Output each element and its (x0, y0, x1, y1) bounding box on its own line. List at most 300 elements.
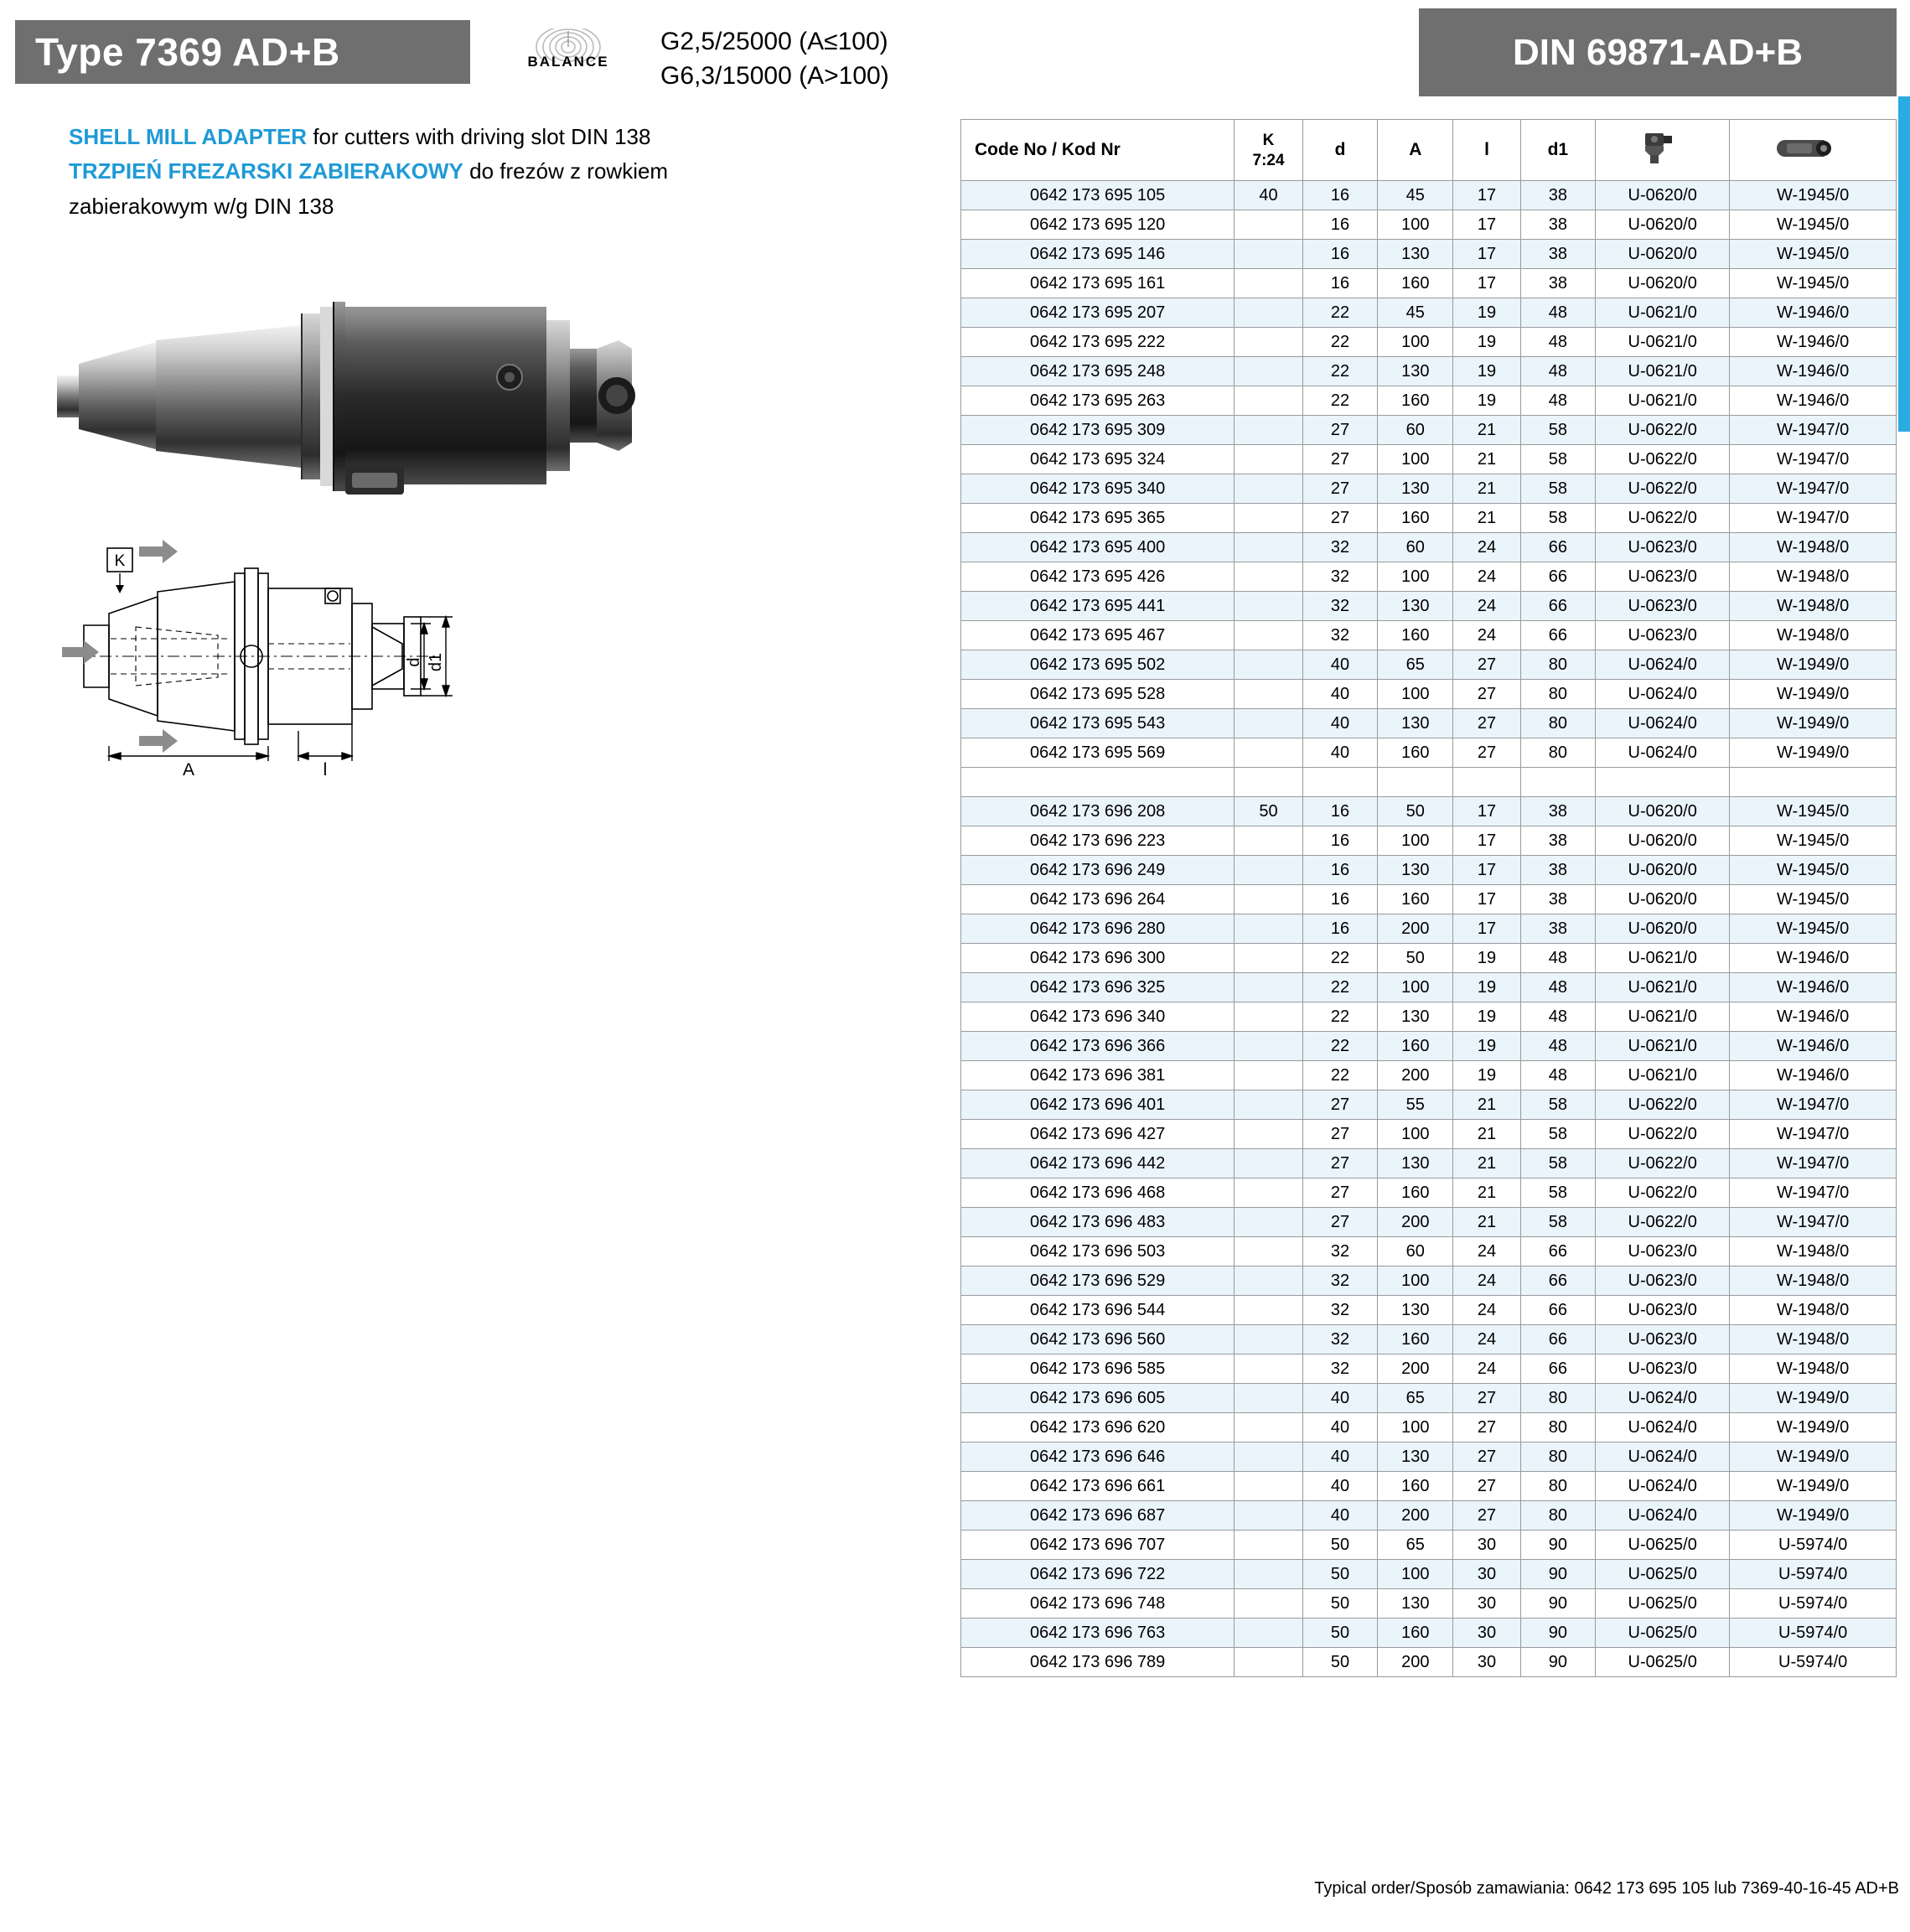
table-row[interactable] (961, 1208, 1897, 1237)
cell-a: 200 (1378, 1208, 1453, 1237)
cell-code: 0642 173 696 661 (961, 1472, 1235, 1501)
column-header-wrench-icon (1730, 120, 1897, 181)
cell-l: 21 (1453, 1120, 1520, 1149)
cell-k (1235, 269, 1303, 298)
cell-clamp-screw: U-0622/0 (1596, 445, 1730, 474)
cell-code: 0642 173 695 324 (961, 445, 1235, 474)
cell-d: 16 (1302, 797, 1377, 826)
cell-code: 0642 173 695 400 (961, 533, 1235, 562)
description-line-en (69, 122, 907, 153)
cell-d1: 58 (1520, 1149, 1595, 1178)
cell-d: 27 (1302, 1208, 1377, 1237)
cell-a: 130 (1378, 357, 1453, 386)
table-row[interactable] (961, 328, 1897, 357)
cell-d: 16 (1302, 181, 1377, 210)
cell-clamp-screw: U-0623/0 (1596, 1354, 1730, 1384)
order-note: Typical order/Sposób zamawiania: 0642 173 695 105 lub 7369-40-16-45 AD+B (1314, 1879, 1899, 1898)
cell-code: 0642 173 696 325 (961, 973, 1235, 1002)
column-header-d: d (1302, 120, 1377, 181)
cell-k (1235, 1472, 1303, 1501)
cell-k (1235, 650, 1303, 680)
cell-d: 40 (1302, 1501, 1377, 1531)
cell-k (1235, 210, 1303, 240)
table-row[interactable] (961, 562, 1897, 592)
cell-d1: 38 (1520, 240, 1595, 269)
description-text-en: for cutters with driving slot DIN 138 (313, 124, 651, 149)
cell-d: 32 (1302, 621, 1377, 650)
cell-wrench: W-1946/0 (1730, 1032, 1897, 1061)
cell-d: 40 (1302, 738, 1377, 768)
cell-k: 50 (1235, 797, 1303, 826)
table-row[interactable] (961, 1061, 1897, 1090)
cell-d: 16 (1302, 914, 1377, 944)
cell-a: 160 (1378, 621, 1453, 650)
cell-a: 160 (1378, 386, 1453, 416)
cell-a: 160 (1378, 504, 1453, 533)
table-row[interactable] (961, 1266, 1897, 1296)
cell-code: 0642 173 696 707 (961, 1531, 1235, 1560)
table-row[interactable] (961, 885, 1897, 914)
cell-code: 0642 173 696 264 (961, 885, 1235, 914)
cell-clamp-screw: U-0620/0 (1596, 269, 1730, 298)
cell-k (1235, 298, 1303, 328)
cell-k (1235, 1354, 1303, 1384)
cell-clamp-screw: U-0620/0 (1596, 181, 1730, 210)
cell-l: 24 (1453, 592, 1520, 621)
cell-clamp-screw: U-0622/0 (1596, 1178, 1730, 1208)
cell-l: 17 (1453, 914, 1520, 944)
cell-a: 130 (1378, 240, 1453, 269)
cell-code: 0642 173 695 441 (961, 592, 1235, 621)
table-row[interactable] (961, 357, 1897, 386)
cell-a: 200 (1378, 1648, 1453, 1677)
cell-k (1235, 1296, 1303, 1325)
cell-d: 27 (1302, 1090, 1377, 1120)
table-row[interactable] (961, 1384, 1897, 1413)
cell-wrench: W-1949/0 (1730, 650, 1897, 680)
table-row[interactable] (961, 1325, 1897, 1354)
page-edge-tab (1898, 96, 1910, 432)
cell-code: 0642 173 696 789 (961, 1648, 1235, 1677)
cell-k (1235, 738, 1303, 768)
cell-d1: 66 (1520, 1266, 1595, 1296)
cell-d: 40 (1302, 1443, 1377, 1472)
cell-l: 27 (1453, 650, 1520, 680)
cell-d1: 66 (1520, 1237, 1595, 1266)
cell-d: 27 (1302, 416, 1377, 445)
cell-clamp-screw: U-0620/0 (1596, 914, 1730, 944)
cell-clamp-screw: U-0623/0 (1596, 1325, 1730, 1354)
cell-wrench: W-1948/0 (1730, 592, 1897, 621)
cell-a: 130 (1378, 856, 1453, 885)
cell-code: 0642 173 696 223 (961, 826, 1235, 856)
drawing-label-k: K (114, 552, 126, 570)
cell-code: 0642 173 696 208 (961, 797, 1235, 826)
cell-code: 0642 173 695 340 (961, 474, 1235, 504)
cell-k (1235, 1178, 1303, 1208)
cell-d: 22 (1302, 1032, 1377, 1061)
cell-code: 0642 173 695 222 (961, 328, 1235, 357)
screw-icon (1633, 128, 1692, 167)
table-row[interactable] (961, 1120, 1897, 1149)
cell-wrench: W-1947/0 (1730, 445, 1897, 474)
cell-k (1235, 1325, 1303, 1354)
table-row[interactable] (961, 269, 1897, 298)
table-row[interactable] (961, 474, 1897, 504)
cell-wrench: W-1948/0 (1730, 1325, 1897, 1354)
description-text-pl: do frezów z rowkiem (469, 158, 669, 184)
cell-wrench: W-1947/0 (1730, 474, 1897, 504)
cell-d: 27 (1302, 1120, 1377, 1149)
table-row[interactable] (961, 1296, 1897, 1325)
balance-spec-line-2: G6,3/15000 (A>100) (660, 61, 889, 90)
cell-wrench: W-1949/0 (1730, 680, 1897, 709)
table-row[interactable] (961, 592, 1897, 621)
cell-d1: 48 (1520, 357, 1595, 386)
cell-d1: 90 (1520, 1560, 1595, 1589)
cell-d1: 66 (1520, 1354, 1595, 1384)
cell-l: 30 (1453, 1589, 1520, 1619)
table-row[interactable] (961, 1619, 1897, 1648)
table-row[interactable] (961, 1237, 1897, 1266)
cell-l: 24 (1453, 1354, 1520, 1384)
column-header-l: l (1453, 120, 1520, 181)
cell-code: 0642 173 695 146 (961, 240, 1235, 269)
cell-d: 22 (1302, 386, 1377, 416)
cell-l: 30 (1453, 1619, 1520, 1648)
cell-d1: 90 (1520, 1531, 1595, 1560)
cell-code: 0642 173 696 620 (961, 1413, 1235, 1443)
table-row[interactable] (961, 973, 1897, 1002)
table-row[interactable] (961, 856, 1897, 885)
cell-d1: 38 (1520, 826, 1595, 856)
table-row[interactable] (961, 386, 1897, 416)
cell-code: 0642 173 696 646 (961, 1443, 1235, 1472)
cell-k (1235, 680, 1303, 709)
wrench-icon (1777, 128, 1849, 167)
description-title-pl: TRZPIEŃ FREZARSKI ZABIERAKOWY (69, 158, 463, 184)
cell-wrench: W-1946/0 (1730, 1061, 1897, 1090)
cell-k (1235, 914, 1303, 944)
cell-code: 0642 173 695 502 (961, 650, 1235, 680)
cell-wrench: W-1945/0 (1730, 210, 1897, 240)
table-row[interactable] (961, 1589, 1897, 1619)
cell-clamp-screw: U-0625/0 (1596, 1589, 1730, 1619)
cell-k (1235, 1208, 1303, 1237)
table-cell-empty (1453, 768, 1520, 797)
cell-clamp-screw: U-0621/0 (1596, 298, 1730, 328)
cell-l: 17 (1453, 269, 1520, 298)
table-row[interactable] (961, 210, 1897, 240)
cell-wrench: W-1949/0 (1730, 1384, 1897, 1413)
cell-d: 22 (1302, 1061, 1377, 1090)
cell-clamp-screw: U-0622/0 (1596, 504, 1730, 533)
cell-clamp-screw: U-0625/0 (1596, 1648, 1730, 1677)
table-row[interactable] (961, 416, 1897, 445)
cell-a: 50 (1378, 797, 1453, 826)
cell-d: 40 (1302, 650, 1377, 680)
table-row[interactable] (961, 1178, 1897, 1208)
cell-l: 21 (1453, 474, 1520, 504)
cell-code: 0642 173 696 468 (961, 1178, 1235, 1208)
cell-a: 160 (1378, 269, 1453, 298)
table-row[interactable] (961, 240, 1897, 269)
column-header-A: A (1378, 120, 1453, 181)
cell-a: 100 (1378, 826, 1453, 856)
cell-l: 24 (1453, 533, 1520, 562)
cell-d1: 66 (1520, 562, 1595, 592)
page-header (15, 8, 1897, 96)
table-row[interactable] (961, 914, 1897, 944)
cell-wrench: W-1948/0 (1730, 562, 1897, 592)
cell-a: 100 (1378, 680, 1453, 709)
cell-d: 22 (1302, 944, 1377, 973)
cell-d: 16 (1302, 856, 1377, 885)
cell-d1: 80 (1520, 738, 1595, 768)
cell-wrench: U-5974/0 (1730, 1619, 1897, 1648)
cell-a: 100 (1378, 973, 1453, 1002)
table-row[interactable] (961, 1648, 1897, 1677)
cell-k (1235, 856, 1303, 885)
table-row[interactable] (961, 797, 1897, 826)
cell-clamp-screw: U-0625/0 (1596, 1619, 1730, 1648)
cell-clamp-screw: U-0623/0 (1596, 1237, 1730, 1266)
cell-wrench: W-1947/0 (1730, 1120, 1897, 1149)
cell-wrench: W-1947/0 (1730, 504, 1897, 533)
cell-d: 32 (1302, 592, 1377, 621)
table-row[interactable] (961, 1354, 1897, 1384)
cell-d1: 90 (1520, 1619, 1595, 1648)
cell-d1: 66 (1520, 592, 1595, 621)
cell-l: 17 (1453, 210, 1520, 240)
table-cell-empty (1302, 768, 1377, 797)
cell-code: 0642 173 695 309 (961, 416, 1235, 445)
cell-wrench: W-1948/0 (1730, 1266, 1897, 1296)
table-spacer-row (961, 768, 1897, 797)
cell-code: 0642 173 695 207 (961, 298, 1235, 328)
table-row[interactable] (961, 826, 1897, 856)
cell-d1: 58 (1520, 1178, 1595, 1208)
table-row[interactable] (961, 709, 1897, 738)
cell-k (1235, 1149, 1303, 1178)
product-photo (50, 277, 637, 520)
cell-wrench: U-5974/0 (1730, 1531, 1897, 1560)
cell-code: 0642 173 696 442 (961, 1149, 1235, 1178)
specification-table (960, 119, 1897, 1677)
table-row[interactable] (961, 1149, 1897, 1178)
cell-d: 50 (1302, 1531, 1377, 1560)
table-row[interactable] (961, 181, 1897, 210)
cell-code: 0642 173 696 748 (961, 1589, 1235, 1619)
cell-a: 100 (1378, 1560, 1453, 1589)
cell-clamp-screw: U-0621/0 (1596, 328, 1730, 357)
table-row[interactable] (961, 621, 1897, 650)
table-row[interactable] (961, 1560, 1897, 1589)
cell-d1: 80 (1520, 650, 1595, 680)
cell-clamp-screw: U-0621/0 (1596, 944, 1730, 973)
cell-code: 0642 173 696 605 (961, 1384, 1235, 1413)
cell-a: 160 (1378, 1178, 1453, 1208)
cell-l: 17 (1453, 885, 1520, 914)
table-row[interactable] (961, 1472, 1897, 1501)
cell-k (1235, 1413, 1303, 1443)
cell-clamp-screw: U-0624/0 (1596, 738, 1730, 768)
table-cell-empty (1378, 768, 1453, 797)
cell-wrench: W-1945/0 (1730, 826, 1897, 856)
table-row[interactable] (961, 504, 1897, 533)
cell-d: 40 (1302, 709, 1377, 738)
cell-d1: 38 (1520, 181, 1595, 210)
cell-clamp-screw: U-0624/0 (1596, 650, 1730, 680)
cell-wrench: U-5974/0 (1730, 1648, 1897, 1677)
table-row[interactable] (961, 445, 1897, 474)
cell-clamp-screw: U-0624/0 (1596, 1501, 1730, 1531)
cell-a: 100 (1378, 1120, 1453, 1149)
cell-k (1235, 1443, 1303, 1472)
cell-a: 160 (1378, 738, 1453, 768)
table-row[interactable] (961, 944, 1897, 973)
cell-k (1235, 1266, 1303, 1296)
cell-d: 40 (1302, 1413, 1377, 1443)
table-row[interactable] (961, 1413, 1897, 1443)
cell-d1: 80 (1520, 709, 1595, 738)
cell-wrench: W-1947/0 (1730, 1090, 1897, 1120)
cell-d: 32 (1302, 1237, 1377, 1266)
cell-a: 160 (1378, 1325, 1453, 1354)
table-row[interactable] (961, 298, 1897, 328)
table-row[interactable] (961, 680, 1897, 709)
cell-code: 0642 173 696 687 (961, 1501, 1235, 1531)
cell-d1: 80 (1520, 1413, 1595, 1443)
table-cell-empty (1520, 768, 1595, 797)
description-line-pl (69, 156, 907, 187)
cell-d1: 66 (1520, 621, 1595, 650)
specification-table-wrapper (960, 119, 1897, 1677)
cell-k (1235, 240, 1303, 269)
cell-a: 160 (1378, 1032, 1453, 1061)
cell-a: 130 (1378, 1443, 1453, 1472)
type-title-box (15, 20, 470, 84)
cell-k (1235, 1120, 1303, 1149)
cell-code: 0642 173 695 105 (961, 181, 1235, 210)
cell-clamp-screw: U-0623/0 (1596, 592, 1730, 621)
table-row[interactable] (961, 1002, 1897, 1032)
cell-wrench: W-1949/0 (1730, 1413, 1897, 1443)
cell-k (1235, 1002, 1303, 1032)
cell-k (1235, 1589, 1303, 1619)
table-row[interactable] (961, 1501, 1897, 1531)
cell-wrench: W-1949/0 (1730, 1443, 1897, 1472)
cell-d: 40 (1302, 1472, 1377, 1501)
cell-d1: 66 (1520, 1296, 1595, 1325)
cell-clamp-screw: U-0624/0 (1596, 680, 1730, 709)
cell-clamp-screw: U-0622/0 (1596, 1120, 1730, 1149)
cell-l: 21 (1453, 416, 1520, 445)
table-row[interactable] (961, 1531, 1897, 1560)
cell-a: 100 (1378, 562, 1453, 592)
cell-d1: 90 (1520, 1589, 1595, 1619)
cell-wrench: W-1945/0 (1730, 885, 1897, 914)
cell-l: 19 (1453, 1032, 1520, 1061)
table-row[interactable] (961, 533, 1897, 562)
cell-a: 130 (1378, 1002, 1453, 1032)
cell-wrench: W-1949/0 (1730, 738, 1897, 768)
table-row[interactable] (961, 738, 1897, 768)
cell-clamp-screw: U-0620/0 (1596, 885, 1730, 914)
cell-clamp-screw: U-0621/0 (1596, 1002, 1730, 1032)
cell-clamp-screw: U-0621/0 (1596, 973, 1730, 1002)
cell-a: 200 (1378, 1061, 1453, 1090)
cell-d1: 48 (1520, 328, 1595, 357)
cell-code: 0642 173 696 503 (961, 1237, 1235, 1266)
cell-clamp-screw: U-0621/0 (1596, 1061, 1730, 1090)
cell-k (1235, 1531, 1303, 1560)
cell-l: 19 (1453, 1002, 1520, 1032)
product-description (69, 122, 907, 225)
cell-code: 0642 173 696 249 (961, 856, 1235, 885)
din-standard-label: DIN 69871-AD+B (1512, 31, 1804, 73)
cell-code: 0642 173 695 120 (961, 210, 1235, 240)
table-row[interactable] (961, 1090, 1897, 1120)
cell-clamp-screw: U-0622/0 (1596, 416, 1730, 445)
cell-l: 19 (1453, 357, 1520, 386)
cell-wrench: W-1946/0 (1730, 298, 1897, 328)
cell-a: 65 (1378, 1531, 1453, 1560)
cell-a: 100 (1378, 210, 1453, 240)
cell-clamp-screw: U-0624/0 (1596, 709, 1730, 738)
cell-d1: 48 (1520, 944, 1595, 973)
cell-wrench: W-1945/0 (1730, 856, 1897, 885)
cell-a: 130 (1378, 1149, 1453, 1178)
table-cell-empty (1235, 768, 1303, 797)
cell-code: 0642 173 695 543 (961, 709, 1235, 738)
drawing-label-a: A (182, 760, 195, 780)
cell-d1: 66 (1520, 1325, 1595, 1354)
table-row[interactable] (961, 650, 1897, 680)
cell-d: 32 (1302, 1266, 1377, 1296)
cell-d1: 90 (1520, 1648, 1595, 1677)
cell-d: 32 (1302, 533, 1377, 562)
cell-l: 21 (1453, 1208, 1520, 1237)
cell-d: 27 (1302, 504, 1377, 533)
cell-d1: 66 (1520, 533, 1595, 562)
cell-clamp-screw: U-0622/0 (1596, 1090, 1730, 1120)
cell-l: 24 (1453, 562, 1520, 592)
cell-clamp-screw: U-0620/0 (1596, 856, 1730, 885)
cell-l: 30 (1453, 1560, 1520, 1589)
table-row[interactable] (961, 1443, 1897, 1472)
cell-clamp-screw: U-0623/0 (1596, 533, 1730, 562)
cell-clamp-screw: U-0624/0 (1596, 1413, 1730, 1443)
cell-d1: 58 (1520, 474, 1595, 504)
cell-wrench: W-1946/0 (1730, 386, 1897, 416)
cell-k (1235, 562, 1303, 592)
cell-d: 27 (1302, 1149, 1377, 1178)
balance-logo (501, 27, 635, 82)
balance-specs (660, 25, 889, 94)
table-row[interactable] (961, 1032, 1897, 1061)
cell-a: 50 (1378, 944, 1453, 973)
balance-logo-text: BALANCE (527, 54, 609, 70)
column-header-d1: d1 (1520, 120, 1595, 181)
cell-wrench: W-1948/0 (1730, 533, 1897, 562)
cell-code: 0642 173 695 569 (961, 738, 1235, 768)
cell-l: 24 (1453, 1266, 1520, 1296)
cell-k (1235, 592, 1303, 621)
cell-a: 45 (1378, 298, 1453, 328)
cell-d1: 38 (1520, 885, 1595, 914)
cell-k: 40 (1235, 181, 1303, 210)
